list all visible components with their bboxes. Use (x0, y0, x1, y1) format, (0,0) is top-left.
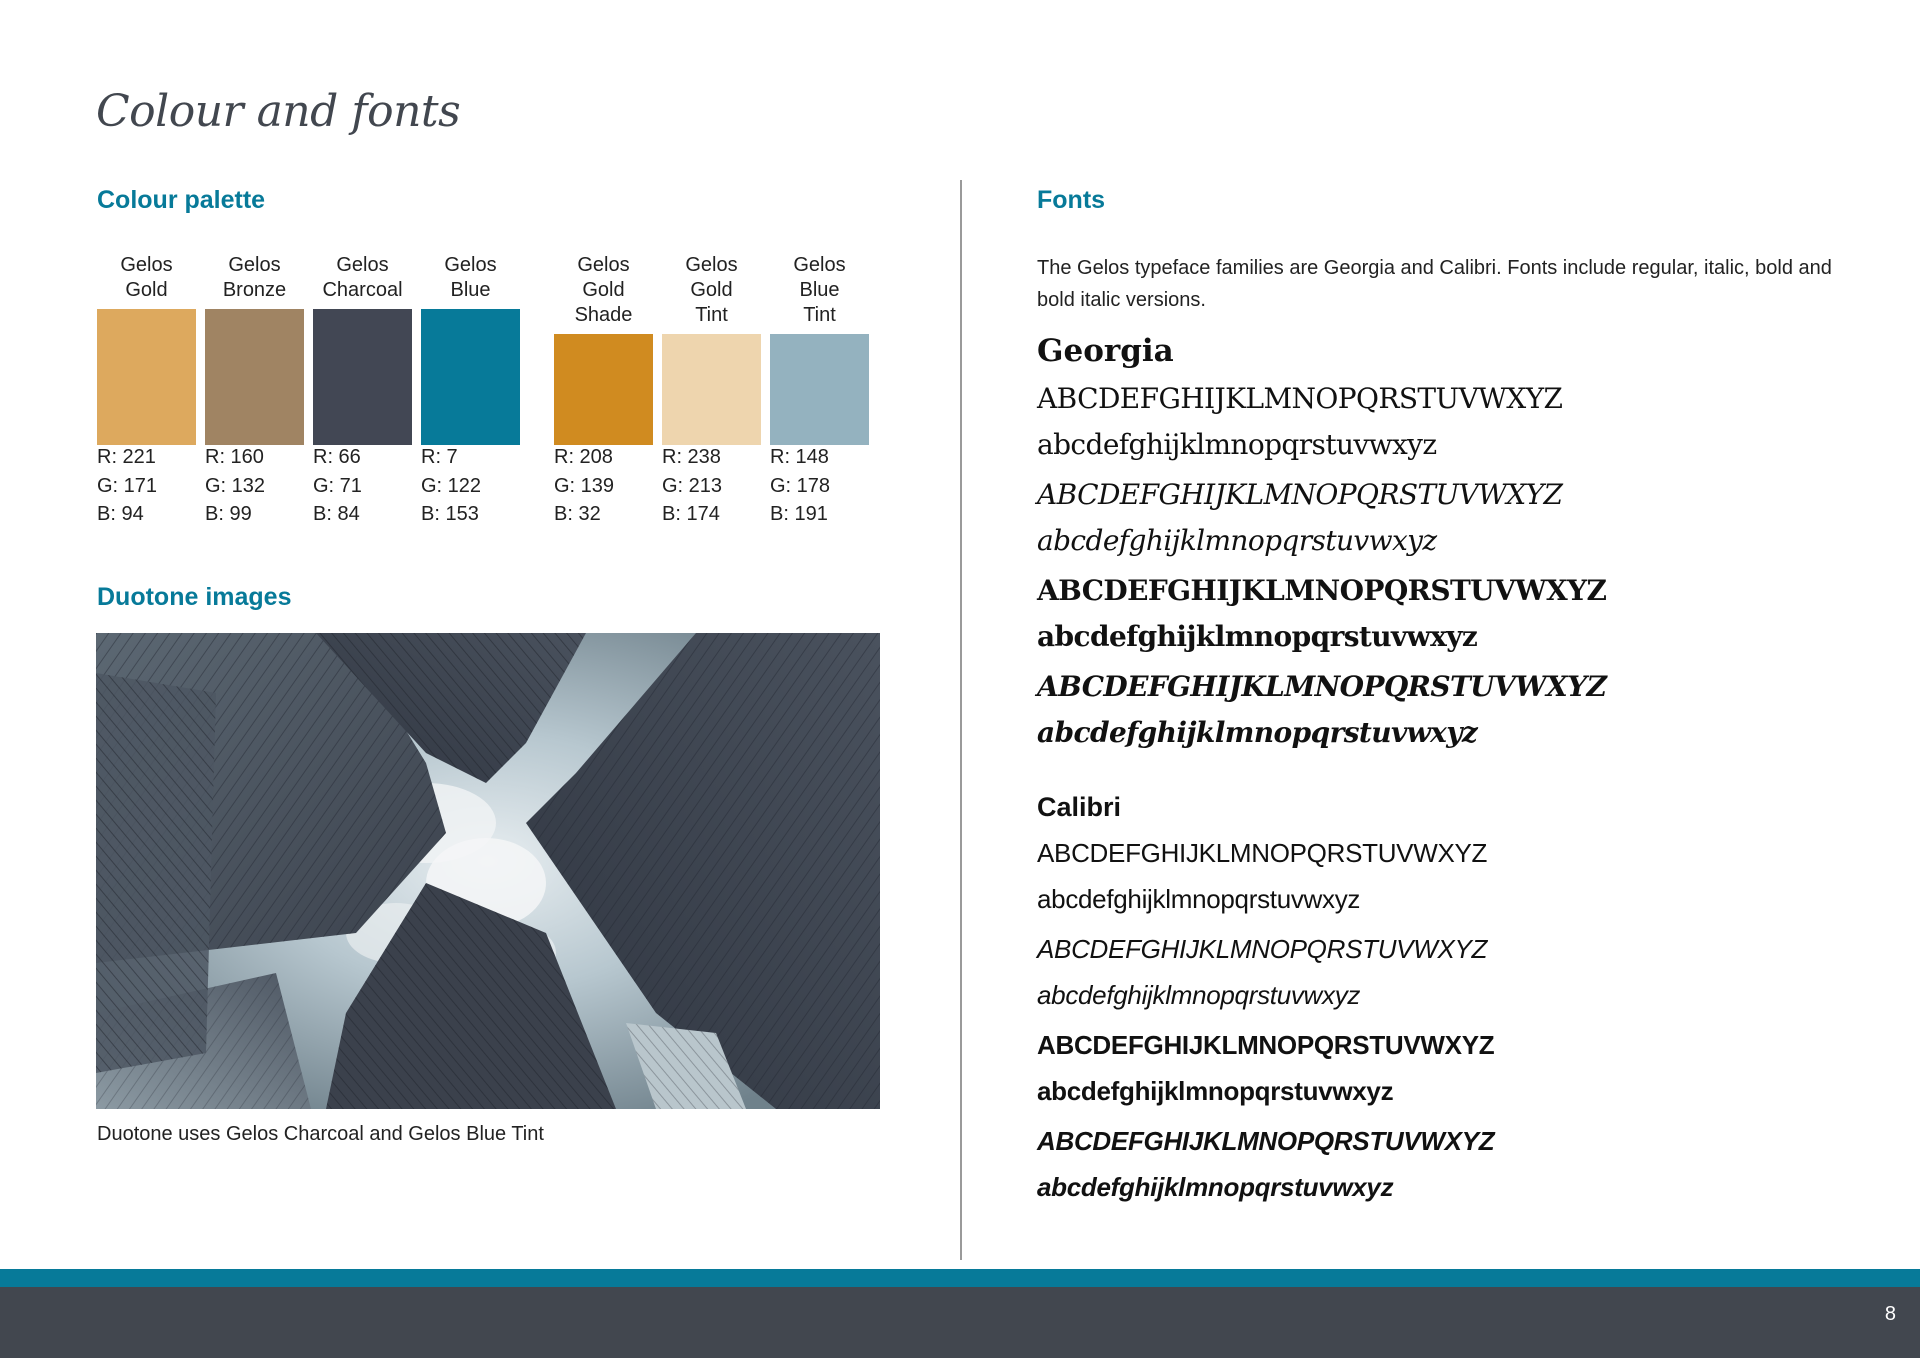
swatch-name-line: Blue (450, 279, 491, 301)
georgia-italic-lower: abcdefghijklmnopqrstuvwxyz (1037, 524, 1437, 557)
swatch-name-line: Gold (125, 279, 168, 301)
swatch-name-line: Tint (803, 304, 836, 326)
georgia-bold-italic-upper: ABCDEFGHIJKLMNOPQRSTUVWXYZ (1037, 670, 1607, 703)
swatch-name (303, 253, 422, 303)
swatch-rgb-values (313, 443, 362, 529)
swatch-g-value: G: 71 (313, 474, 362, 497)
swatch-b-value: B: 94 (97, 503, 144, 525)
swatch-r-value: R: 221 (97, 446, 156, 468)
swatch-name (411, 253, 530, 303)
calibri-bold-italic-upper: ABCDEFGHIJKLMNOPQRSTUVWXYZ (1037, 1126, 1495, 1156)
fonts-intro: The Gelos typeface families are Georgia and Calibri. Fonts include regular, italic, bold and bold italic versions. (1037, 257, 1832, 311)
colour-palette-heading: Colour palette (97, 186, 266, 214)
swatch-name (652, 253, 771, 328)
swatch-b-value: B: 153 (421, 503, 479, 525)
georgia-bold-italic-lower: abcdefghijklmnopqrstuvwxyz (1037, 716, 1478, 749)
calibri-bold-italic-lower: abcdefghijklmnopqrstuvwxyz (1037, 1172, 1394, 1202)
calibri-italic-lower: abcdefghijklmnopqrstuvwxyz (1037, 980, 1361, 1010)
swatch-rgb-values (97, 443, 157, 529)
swatch-name-line: Bronze (222, 279, 287, 301)
swatch-b-value: B: 191 (770, 503, 828, 525)
swatch-name-line: Charcoal (322, 279, 403, 301)
calibri-bold-upper: ABCDEFGHIJKLMNOPQRSTUVWXYZ (1037, 1030, 1495, 1060)
swatch-r-value: R: 238 (662, 446, 721, 468)
swatch-rgb-values (770, 443, 830, 529)
georgia-font-name: Georgia (1037, 333, 1174, 369)
swatch-name-line: Gelos (793, 254, 846, 276)
calibri-italic-upper: ABCDEFGHIJKLMNOPQRSTUVWXYZ (1037, 934, 1488, 964)
swatch-name-line: Shade (574, 304, 633, 326)
swatch-colour-chip (770, 334, 869, 445)
swatch-g-value: G: 139 (554, 474, 615, 497)
swatch-name (87, 253, 206, 303)
swatch-g-value: G: 122 (421, 474, 482, 497)
swatch-g-value: G: 178 (770, 474, 831, 497)
georgia-bold-upper: ABCDEFGHIJKLMNOPQRSTUVWXYZ (1037, 574, 1607, 607)
georgia-regular-lower: abcdefghijklmnopqrstuvwxyz (1037, 428, 1437, 461)
swatch-r-value: R: 148 (770, 446, 829, 468)
swatch-colour-chip (97, 309, 196, 445)
calibri-bold-lower: abcdefghijklmnopqrstuvwxyz (1037, 1076, 1394, 1106)
swatch-b-value: B: 174 (662, 503, 720, 525)
georgia-regular-upper: ABCDEFGHIJKLMNOPQRSTUVWXYZ (1037, 382, 1563, 415)
calibri-regular-upper: ABCDEFGHIJKLMNOPQRSTUVWXYZ (1037, 838, 1488, 868)
swatch-name-line: Gelos (444, 254, 497, 276)
footer-bar (0, 1287, 1920, 1358)
swatch-r-value: R: 7 (421, 446, 458, 468)
swatch-g-value: G: 132 (205, 474, 266, 497)
swatch-colour-chip (205, 309, 304, 445)
swatch-name-line: Gelos (120, 254, 173, 276)
swatch-b-value: B: 99 (205, 503, 252, 525)
page-number: 8 (1884, 1303, 1896, 1325)
swatch-name (195, 253, 314, 303)
swatch-name-line: Gelos (577, 254, 630, 276)
swatch-colour-chip (662, 334, 761, 445)
swatch-colour-chip (554, 334, 653, 445)
swatch-name-line: Gold (690, 279, 733, 301)
swatch-name-line: Gelos (336, 254, 389, 276)
swatch-b-value: B: 84 (313, 503, 360, 525)
page-title: Colour and fonts (96, 86, 461, 137)
swatch-g-value: G: 213 (662, 474, 723, 497)
swatch-rgb-values (205, 443, 265, 529)
duotone-caption: Duotone uses Gelos Charcoal and Gelos Blue Tint (97, 1123, 544, 1145)
swatch-b-value: B: 32 (554, 503, 601, 525)
swatch-name-line: Tint (695, 304, 728, 326)
georgia-bold-lower: abcdefghijklmnopqrstuvwxyz (1037, 620, 1478, 653)
swatch-name-line: Gelos (228, 254, 281, 276)
swatch-r-value: R: 160 (205, 446, 264, 468)
duotone-images-heading: Duotone images (97, 583, 292, 611)
georgia-italic-upper: ABCDEFGHIJKLMNOPQRSTUVWXYZ (1037, 478, 1563, 511)
swatch-name-line: Gold (582, 279, 625, 301)
swatch-colour-chip (421, 309, 520, 445)
swatch-name (760, 253, 879, 328)
calibri-regular-lower: abcdefghijklmnopqrstuvwxyz (1037, 884, 1361, 914)
duotone-skyscrapers-image (96, 633, 880, 1109)
swatch-name (544, 253, 663, 328)
fonts-heading: Fonts (1037, 186, 1106, 214)
swatch-r-value: R: 66 (313, 446, 361, 468)
column-divider (960, 180, 962, 1260)
footer-accent-strip (0, 1269, 1920, 1287)
swatch-r-value: R: 208 (554, 446, 613, 468)
swatch-colour-chip (313, 309, 412, 445)
swatch-name-line: Gelos (685, 254, 738, 276)
swatch-rgb-values (421, 443, 481, 529)
swatch-name-line: Blue (799, 279, 840, 301)
calibri-font-name: Calibri (1037, 792, 1122, 822)
swatch-g-value: G: 171 (97, 474, 158, 497)
swatch-rgb-values (554, 443, 614, 529)
swatch-rgb-values (662, 443, 722, 529)
